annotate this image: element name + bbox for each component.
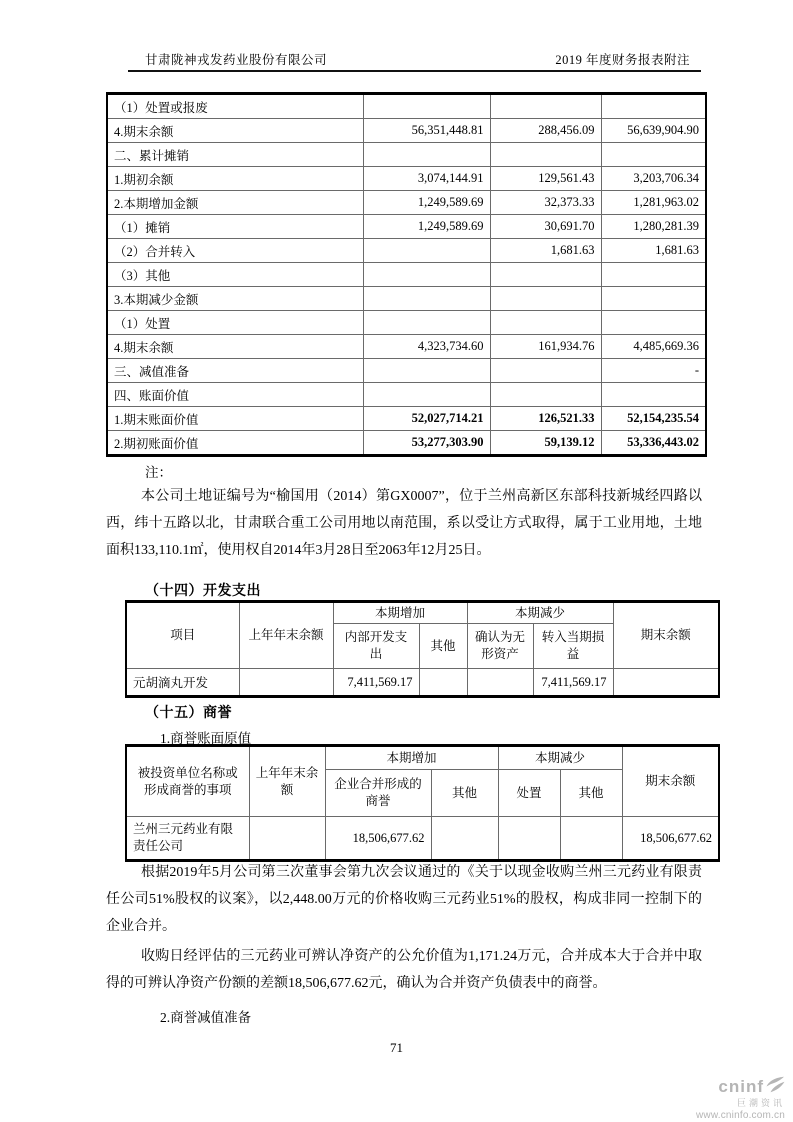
column-header: 处置 (498, 770, 560, 817)
goodwill-valuation-paragraph: 收购日经评估的三元药业可辨认净资产的公允价值为1,171.24万元，合并成本大于合并中取得的可辨认净资产份额的差额18,506,677.62元，确认为合并资产负债表中的商誉。 (106, 949, 702, 991)
table-header-row (126, 746, 719, 770)
value-cell: 3,203,706.34 (601, 167, 706, 191)
row-label: （1）处置或报废 (107, 94, 363, 119)
note-label: 注： (145, 465, 172, 480)
value-cell (490, 263, 601, 287)
row-label: 四、账面价值 (107, 383, 363, 407)
goodwill-table (125, 744, 720, 862)
cninfo-swirl-icon (765, 1076, 785, 1098)
column-group-header: 本期减少 (467, 602, 613, 624)
row-label: 4.期末余额 (107, 119, 363, 143)
document-title: 2019 年度财务报表附注 (555, 53, 690, 67)
table-row (107, 407, 706, 431)
row-label: （3）其他 (107, 263, 363, 287)
value-cell (490, 359, 601, 383)
row-label: 2.本期增加金额 (107, 191, 363, 215)
value-cell (490, 94, 601, 119)
column-header: 项目 (126, 602, 239, 669)
value-cell: 56,639,904.90 (601, 119, 706, 143)
value-cell (431, 817, 498, 861)
row-label: 三、减值准备 (107, 359, 363, 383)
row-label: 3.本期减少金额 (107, 287, 363, 311)
column-header: 被投资单位名称或形成商誉的事项 (126, 746, 249, 817)
value-cell: 1,280,281.39 (601, 215, 706, 239)
value-cell (490, 143, 601, 167)
value-cell: 56,351,448.81 (363, 119, 490, 143)
value-cell (601, 287, 706, 311)
value-cell (490, 383, 601, 407)
table-row (107, 94, 706, 119)
value-cell (363, 311, 490, 335)
table-row (107, 167, 706, 191)
cninfo-chinese-name: 巨潮资讯 (736, 1097, 785, 1108)
value-cell (363, 263, 490, 287)
value-cell: 126,521.33 (490, 407, 601, 431)
column-header: 其他 (419, 624, 467, 669)
goodwill-acquisition-paragraph: 根据2019年5月公司第三次董事会第九次会议通过的《关于以现金收购兰州三元药业有限责任公司51%股权的议案》，以2,448.00万元的价格收购三元药业51%的股权，构成非同一控制下的企业合并。 (106, 865, 702, 934)
column-group-header: 本期增加 (325, 746, 498, 770)
page-number: 71 (390, 1040, 403, 1055)
value-cell (363, 94, 490, 119)
table-row (107, 263, 706, 287)
column-header: 内部开发支出 (333, 624, 419, 669)
value-cell: 161,934.76 (490, 335, 601, 359)
value-cell (363, 143, 490, 167)
value-cell: 18,506,677.62 (325, 817, 431, 861)
company-name: 甘肃陇神戎发药业股份有限公司 (145, 53, 328, 67)
row-label: （1）处置 (107, 311, 363, 335)
value-cell (601, 311, 706, 335)
value-cell: 30,691.70 (490, 215, 601, 239)
row-label: 二、累计摊销 (107, 143, 363, 167)
value-cell (249, 817, 325, 861)
value-cell (613, 669, 719, 697)
column-header: 其他 (560, 770, 622, 817)
value-cell: 1,681.63 (601, 239, 706, 263)
table-row (107, 143, 706, 167)
column-header: 转入当期损益 (533, 624, 613, 669)
value-cell: 52,027,714.21 (363, 407, 490, 431)
table-row (107, 191, 706, 215)
value-cell: 4,323,734.60 (363, 335, 490, 359)
table-row (107, 215, 706, 239)
column-header: 确认为无形资产 (467, 624, 533, 669)
table-row (107, 239, 706, 263)
table-row (107, 311, 706, 335)
value-cell: 32,373.33 (490, 191, 601, 215)
value-cell: 18,506,677.62 (622, 817, 719, 861)
table-row (107, 359, 706, 383)
section-title-development-expenditure: （十四）开发支出 (145, 584, 261, 599)
value-cell: - (601, 359, 706, 383)
table-row (126, 817, 719, 861)
value-cell (363, 359, 490, 383)
value-cell: 7,411,569.17 (533, 669, 613, 697)
value-cell (601, 94, 706, 119)
column-header: 上年年末余额 (239, 602, 333, 669)
value-cell: 288,456.09 (490, 119, 601, 143)
subsection-goodwill-impairment: 2.商誉减值准备 (160, 1010, 252, 1025)
row-label: 兰州三元药业有限责任公司 (126, 817, 249, 861)
table-row (107, 383, 706, 407)
row-label: （2）合并转入 (107, 239, 363, 263)
development-expenditure-table (125, 600, 720, 698)
value-cell (239, 669, 333, 697)
value-cell: 3,074,144.91 (363, 167, 490, 191)
value-cell (560, 817, 622, 861)
table-row (126, 669, 719, 697)
value-cell (363, 287, 490, 311)
value-cell: 4,485,669.36 (601, 335, 706, 359)
subsection-goodwill-original-value: 1.商誉账面原值 (160, 731, 252, 746)
value-cell: 7,411,569.17 (333, 669, 419, 697)
value-cell: 59,139.12 (490, 431, 601, 456)
row-label: 4.期末余额 (107, 335, 363, 359)
column-header: 其他 (431, 770, 498, 817)
value-cell: 1,249,589.69 (363, 191, 490, 215)
value-cell (419, 669, 467, 697)
column-group-header: 本期减少 (498, 746, 622, 770)
column-group-header: 本期增加 (333, 602, 467, 624)
column-header: 期末余额 (613, 602, 719, 669)
intangible-assets-table (106, 92, 707, 457)
value-cell (601, 263, 706, 287)
cninfo-brand-text: cninf (718, 1076, 764, 1096)
cninfo-url: www.cninfo.com.cn (696, 1109, 785, 1121)
row-label: 2.期初账面价值 (107, 431, 363, 456)
value-cell: 53,277,303.90 (363, 431, 490, 456)
land-certificate-paragraph: 本公司土地证编号为“榆国用（2014）第GX0007”，位于兰州高新区东部科技新城经四路以西，纬十五路以北，甘肃联合重工公司用地以南范围，系以受让方式取得，属于工业用地，土地面积133,110.1㎡，使用权自2014年3月28日至2063年12月25日。 (106, 489, 702, 558)
table-row (107, 287, 706, 311)
row-label: 元胡滴丸开发 (126, 669, 239, 697)
value-cell: 1,281,963.02 (601, 191, 706, 215)
value-cell (498, 817, 560, 861)
value-cell (363, 383, 490, 407)
cninfo-logo (696, 1076, 785, 1121)
row-label: 1.期末账面价值 (107, 407, 363, 431)
table-row (107, 431, 706, 456)
value-cell (490, 311, 601, 335)
column-header: 期末余额 (622, 746, 719, 817)
table-header-row (126, 602, 719, 624)
table-row (107, 119, 706, 143)
value-cell (601, 143, 706, 167)
value-cell (490, 287, 601, 311)
value-cell (363, 239, 490, 263)
column-header: 企业合并形成的商誉 (325, 770, 431, 817)
page-header (145, 50, 690, 68)
value-cell: 52,154,235.54 (601, 407, 706, 431)
table-row (107, 335, 706, 359)
row-label: 1.期初余额 (107, 167, 363, 191)
value-cell: 1,249,589.69 (363, 215, 490, 239)
row-label: （1）摊销 (107, 215, 363, 239)
value-cell: 129,561.43 (490, 167, 601, 191)
value-cell (601, 383, 706, 407)
value-cell: 53,336,443.02 (601, 431, 706, 456)
column-header: 上年年末余额 (249, 746, 325, 817)
section-title-goodwill: （十五）商誉 (145, 706, 232, 721)
header-rule (128, 70, 701, 72)
value-cell (467, 669, 533, 697)
value-cell: 1,681.63 (490, 239, 601, 263)
